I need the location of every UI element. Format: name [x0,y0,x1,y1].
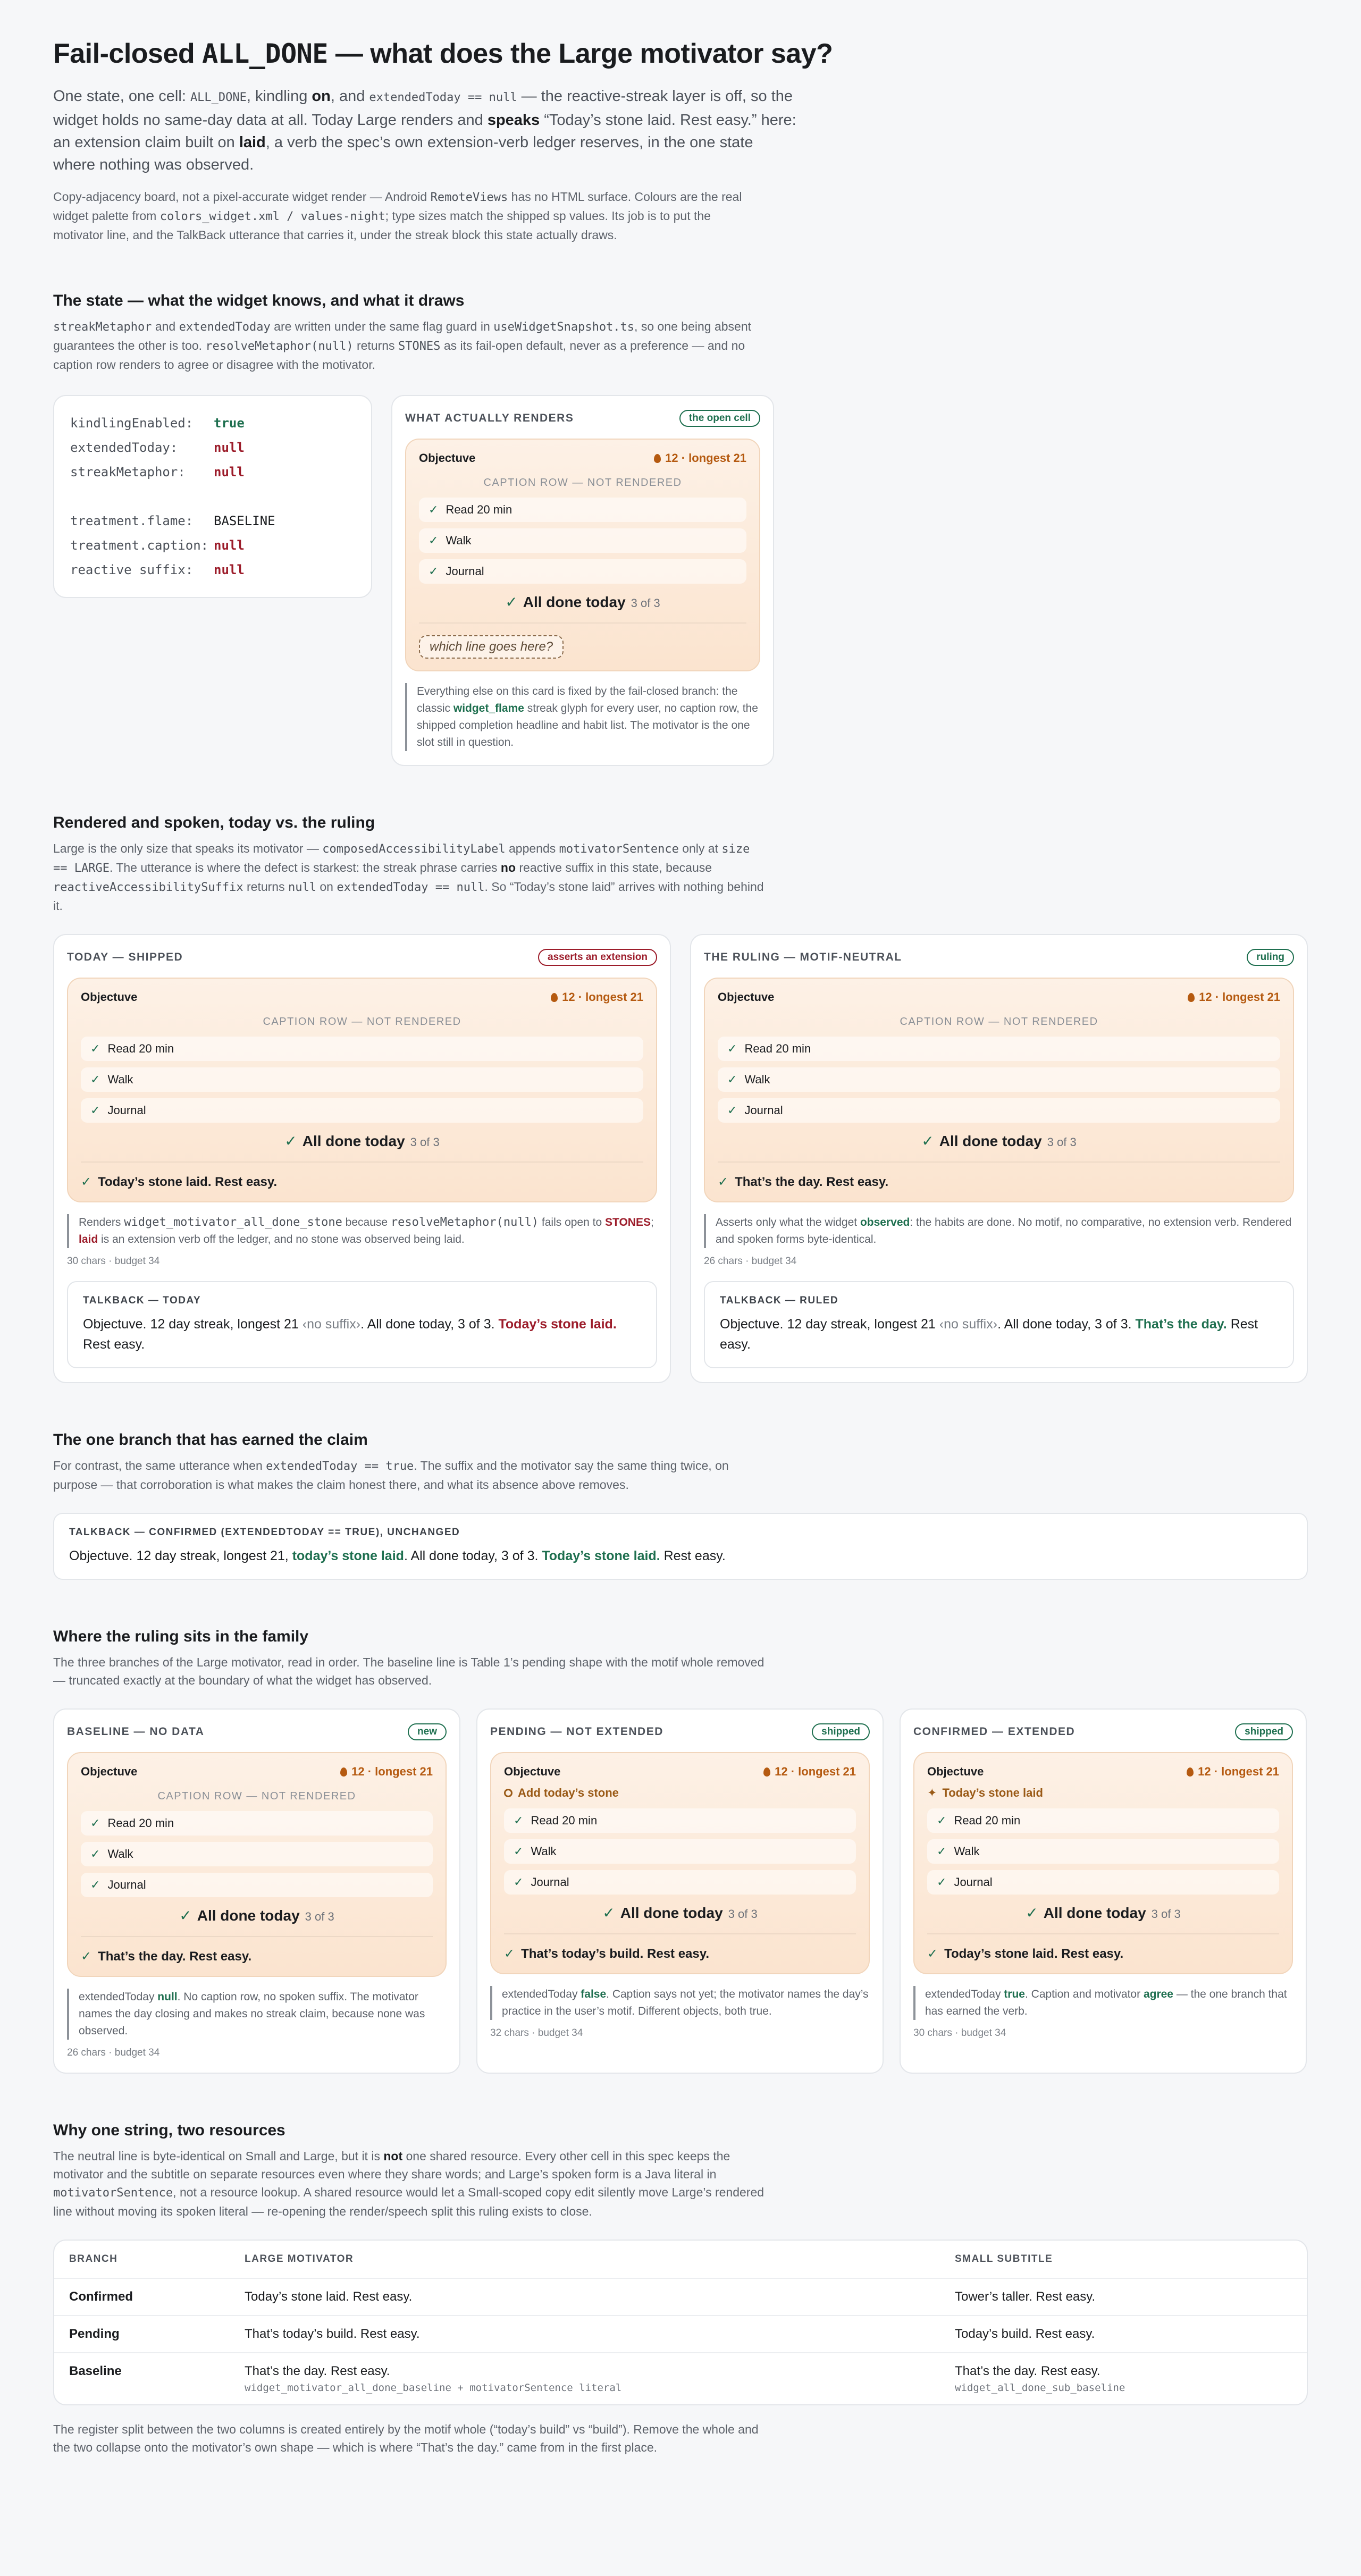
char-budget: 30 chars · budget 34 [913,2027,1006,2039]
ring-icon [504,1789,513,1797]
check-icon: ✓ [284,1133,297,1150]
list-item: ✓ Walk [81,1842,433,1866]
check-icon: ✓ [602,1905,615,1922]
done-headline: ✓ All done today 3 of 3 [284,1133,440,1150]
table-cell: That’s today’s build. Rest easy. [230,2316,940,2353]
habit-list [718,1037,1280,1123]
habit-list [927,1808,1279,1895]
check-icon: ✓ [90,1073,100,1087]
widget-preview [67,1752,447,1977]
renders-note: Everything else on this card is fixed by the fail-closed branch: the classic widget_flame streak glyph for every user, no caption row, the shipped completion headline and habit list. The motivator is the one slot still in question. [405,683,760,751]
caption-row: CAPTION ROW — NOT RENDERED [900,1016,1098,1028]
table-row [54,2316,1307,2353]
state-value-row: kindlingEnabled: true [70,416,245,431]
list-item: ✓ Journal [718,1098,1280,1123]
habit-list [504,1808,856,1895]
talkback-confirmed [53,1513,1308,1580]
list-item: ✓ Walk [718,1067,1280,1092]
check-icon: ✓ [90,1816,100,1830]
card-note: extendedToday false. Caption says not yet; the motivator names the day’s practice in the user’s motif. Different objects, both true. [490,1986,870,2020]
card-label: CONFIRMED — EXTENDED [913,1725,1076,1738]
widget-title: Objectuve [504,1765,561,1779]
habit-list [81,1037,643,1123]
ruling-paragraph: Large is the only size that speaks its motivator — composedAccessibilityLabel appends motivatorSentence only at size == LARGE. The utterance is where the defect is starkest: the streak phrase carries no reactive suffix in this state, because reactiveAccessibilitySuffix returns null on extendedToday == null. So “Today’s stone laid” arrives with nothing behind it. [53,841,764,913]
card-label: THE RULING — MOTIF-NEUTRAL [704,951,902,964]
table-row [54,2353,1307,2404]
streak-count: 12 · longest 21 [775,1765,856,1779]
list-item: ✓ Walk [419,528,746,553]
list-item: ✓ Read 20 min [718,1037,1280,1061]
widget-preview [405,439,760,671]
list-item: ✓ Walk [504,1839,856,1864]
list-item: ✓ Journal [81,1873,433,1897]
check-icon: ✓ [81,1175,92,1190]
char-budget: 26 chars · budget 34 [67,2047,160,2059]
check-icon: ✓ [505,594,518,611]
widget-preview [704,978,1294,1202]
state-value-row: extendedToday: null [70,440,245,456]
talkback-box [704,1281,1294,1368]
check-icon: ✓ [727,1073,737,1087]
section-heading-state: The state — what the widget knows, and what it draws [53,292,465,310]
status-badge: asserts an extension [538,949,657,966]
table-header: LARGE MOTIVATOR [245,2253,354,2265]
caption-row: Add today’s stone [504,1786,856,1800]
done-headline: ✓ All done today 3 of 3 [921,1133,1077,1150]
check-icon: ✓ [90,1878,100,1892]
talkback-utterance: Objectuve. 12 day streak, longest 21 ‹no suffix›. All done today, 3 of 3. Today’s stone laid. Rest easy. [83,1317,617,1352]
board-note: Copy-adjacency board, not a pixel-accurate widget render — Android RemoteViews has no HTML surface. Colours are the real widget palette from colors_widget.xml / values-night; type sizes match the shipped sp values. Its job is to put the motivator line, and the TalkBack utterance that carries it, under the streak block this state actually draws. [53,190,742,242]
check-icon: ✓ [937,1814,947,1828]
check-icon: ✓ [429,503,439,517]
check-icon: ✓ [514,1814,524,1828]
list-item: ✓ Walk [81,1067,643,1092]
list-item: ✓ Walk [927,1839,1279,1864]
talkback-utterance: Objectuve. 12 day streak, longest 21 ‹no suffix›. All done today, 3 of 3. That’s the day. Rest easy. [720,1317,1258,1352]
streak-count: 12 · longest 21 [1198,1765,1279,1779]
done-headline: ✓ All done today 3 of 3 [505,594,660,611]
habit-list [419,498,746,584]
habit-list [81,1811,433,1897]
done-headline: ✓ All done today 3 of 3 [602,1905,758,1922]
char-budget: 26 chars · budget 34 [704,1256,797,1267]
check-icon: ✓ [81,1949,92,1964]
check-icon: ✓ [429,565,439,578]
streak-count: 12 · longest 21 [562,990,643,1004]
card-note: extendedToday null. No caption row, no spoken suffix. The motivator names the day closing and makes no streak claim, because none was observed. [67,1989,447,2040]
state-values-list [70,411,355,582]
widget-title: Objectuve [419,451,476,465]
family-card [476,1708,884,2074]
check-icon: ✓ [921,1133,934,1150]
list-item: ✓ Journal [81,1098,643,1123]
list-item: ✓ Read 20 min [81,1037,643,1061]
motivator-line: ✓ Today’s stone laid. Rest easy. [927,1946,1124,1962]
check-icon: ✓ [429,534,439,548]
char-budget: 32 chars · budget 34 [490,2027,583,2039]
list-item: ✓ Journal [927,1870,1279,1895]
talkback-label: TALKBACK — RULED [720,1295,839,1307]
list-item: ✓ Read 20 min [419,498,746,522]
talkback-label: TALKBACK — TODAY [83,1295,201,1307]
section-heading-ruling: Rendered and spoken, today vs. the ruling [53,814,375,832]
check-icon: ✓ [90,1104,100,1117]
table-cell: Baseline [54,2353,230,2404]
done-headline: ✓ All done today 3 of 3 [179,1907,334,1924]
widget-preview [490,1752,870,1974]
list-item: ✓ Journal [419,559,746,584]
sparkle-icon: ✦ [927,1786,937,1800]
table-header: SMALL SUBTITLE [955,2253,1053,2265]
motivator-slot: which line goes here? [419,635,564,659]
caption-row: CAPTION ROW — NOT RENDERED [263,1016,461,1028]
flame-icon [654,454,661,463]
card-label: TODAY — SHIPPED [67,951,183,964]
flame-icon [763,1767,770,1777]
table-row [54,2278,1307,2316]
list-item: ✓ Read 20 min [81,1811,433,1836]
lede: One state, one cell: ALL_DONE, kindling on, and extendedToday == null — the reactive-streak layer is off, so the widget holds no same-day data at all. Today Large renders and speaks “Today’s stone laid. Rest easy.” here: an extension claim built on laid, a verb the spec’s own extension-verb ledger reserves, in the one state where nothing was observed. [53,88,796,174]
table-cell: Today’s build. Rest easy. [940,2316,1307,2353]
check-icon: ✓ [937,1875,947,1889]
check-icon: ✓ [514,1875,524,1889]
widget-title: Objectuve [81,1765,138,1779]
check-icon: ✓ [727,1042,737,1056]
done-headline: ✓ All done today 3 of 3 [1026,1905,1181,1922]
branch-paragraph: For contrast, the same utterance when extendedToday == true. The suffix and the motivator say the same thing twice, on purpose — that corroboration is what makes the claim honest there, and what its absence above removes. [53,1459,729,1492]
talkback-box [67,1281,657,1368]
state-paragraph: streakMetaphor and extendedToday are written under the same flag guard in useWidgetSnapshot.ts, so one being absent guarantees the other is too. resolveMetaphor(null) returns STONES as its fail-open default, never as a preference — and no caption row renders to agree or disagree with the motivator. [53,319,751,372]
card-note: Renders widget_motivator_all_done_stone because resolveMetaphor(null) fails open to STONES; laid is an extension verb off the ledger, and no stone was observed being laid. [67,1214,657,1248]
flame-icon [551,993,558,1002]
table-cell: Pending [54,2316,230,2353]
table-cell: Confirmed [54,2278,230,2316]
streak-count: 12 · longest 21 [665,451,746,465]
resource-table [53,2240,1308,2405]
status-badge: new [408,1723,447,1740]
check-icon: ✓ [514,1845,524,1858]
state-values-panel [53,395,372,598]
card-label: BASELINE — NO DATA [67,1725,205,1738]
widget-title: Objectuve [927,1765,984,1779]
section-heading-resources: Why one string, two resources [53,2122,285,2140]
check-icon: ✓ [718,1175,729,1190]
state-value-row: treatment.flame: BASELINE [70,513,275,529]
flame-icon [1188,993,1195,1002]
renders-panel [391,395,774,766]
caption-row: CAPTION ROW — NOT RENDERED [157,1790,356,1803]
table-cell: Tower’s taller. Rest easy. [940,2278,1307,2316]
table-cell: That’s the day. Rest easy. widget_motivator_all_done_baseline + motivatorSentence literal [230,2353,940,2404]
motivator-line: ✓ Today’s stone laid. Rest easy. [81,1174,278,1190]
table-cell: Today’s stone laid. Rest easy. [230,2278,940,2316]
streak-count: 12 · longest 21 [1199,990,1280,1004]
section-heading-branch: The one branch that has earned the claim [53,1431,368,1449]
check-icon: ✓ [90,1847,100,1861]
flame-icon [1187,1767,1194,1777]
flame-icon [340,1767,347,1777]
widget-title: Objectuve [81,990,138,1004]
section-heading-family: Where the ruling sits in the family [53,1628,309,1646]
widget-preview [67,978,657,1202]
compare-card-today [53,934,671,1383]
list-item: ✓ Read 20 min [927,1808,1279,1833]
list-item: ✓ Read 20 min [504,1808,856,1833]
page-title: Fail-closed ALL_DONE — what does the Large motivator say? [53,38,833,69]
motivator-line: ✓ That’s today’s build. Rest easy. [504,1946,709,1962]
card-note: Asserts only what the widget observed: the habits are done. No motif, no comparative, no extension verb. Rendered and spoken forms byte-identical. [704,1214,1294,1248]
card-label: PENDING — NOT EXTENDED [490,1725,663,1738]
resources-paragraph: The neutral line is byte-identical on Small and Large, but it is not one shared resource. Every other cell in this spec keeps the motivator and the subtitle on separate resources even where they share words; and Large’s spoken form is a Java literal in motivatorSentence, not a resource lookup. A shared resource would let a Small-scoped copy edit silently move Large’s rendered line without moving its spoken literal — re-opening the render/speech split this ruling exists to close. [53,2149,764,2219]
check-icon: ✓ [90,1042,100,1056]
talkback-utterance: Objectuve. 12 day streak, longest 21, today’s stone laid. All done today, 3 of 3. Today’s stone laid. Rest easy. [69,1548,726,1564]
caption-row: CAPTION ROW — NOT RENDERED [483,477,682,489]
motivator-line: ✓ That’s the day. Rest easy. [81,1949,252,1964]
card-note: extendedToday true. Caption and motivator agree — the one branch that has earned the verb. [913,1986,1293,2020]
renders-label: WHAT ACTUALLY RENDERS [405,412,574,425]
compare-card-ruled [690,934,1308,1383]
check-icon: ✓ [727,1104,737,1117]
state-value-row: streakMetaphor: null [70,465,245,480]
resources-footnote: The register split between the two columns is created entirely by the motif whole (“today’s build” vs “build”). Remove the whole and the two collapse onto the motivator’s own shape — which is where “That’s the day.” came from in the first place. [53,2422,759,2455]
family-paragraph: The three branches of the Large motivator, read in order. The baseline line is Table 1’s pending shape with the motif whole removed — truncated exactly at the boundary of what the widget has observed. [53,1655,764,1688]
table-header: BRANCH [69,2253,118,2265]
check-icon: ✓ [179,1907,192,1924]
char-budget: 30 chars · budget 34 [67,1256,160,1267]
widget-title: Objectuve [718,990,775,1004]
status-badge: the open cell [679,410,760,427]
check-icon: ✓ [504,1947,515,1962]
family-card [53,1708,460,2074]
check-icon: ✓ [927,1947,938,1962]
streak-count: 12 · longest 21 [351,1765,433,1779]
family-card [900,1708,1307,2074]
check-icon: ✓ [1026,1905,1038,1922]
caption-row: ✦ Today’s stone laid [927,1786,1043,1800]
motivator-line: ✓ That’s the day. Rest easy. [718,1174,889,1190]
list-item: ✓ Journal [504,1870,856,1895]
state-value-row: reactive suffix: null [70,562,245,578]
talkback-label: TALKBACK — CONFIRMED (EXTENDEDTODAY == TRUE), UNCHANGED [69,1527,460,1538]
status-badge: shipped [1235,1723,1293,1740]
status-badge: ruling [1247,949,1294,966]
widget-preview [913,1752,1293,1974]
check-icon: ✓ [937,1845,947,1858]
state-value-row: treatment.caption: null [70,538,245,553]
status-badge: shipped [812,1723,870,1740]
table-cell: That’s the day. Rest easy. widget_all_done_sub_baseline [940,2353,1307,2404]
